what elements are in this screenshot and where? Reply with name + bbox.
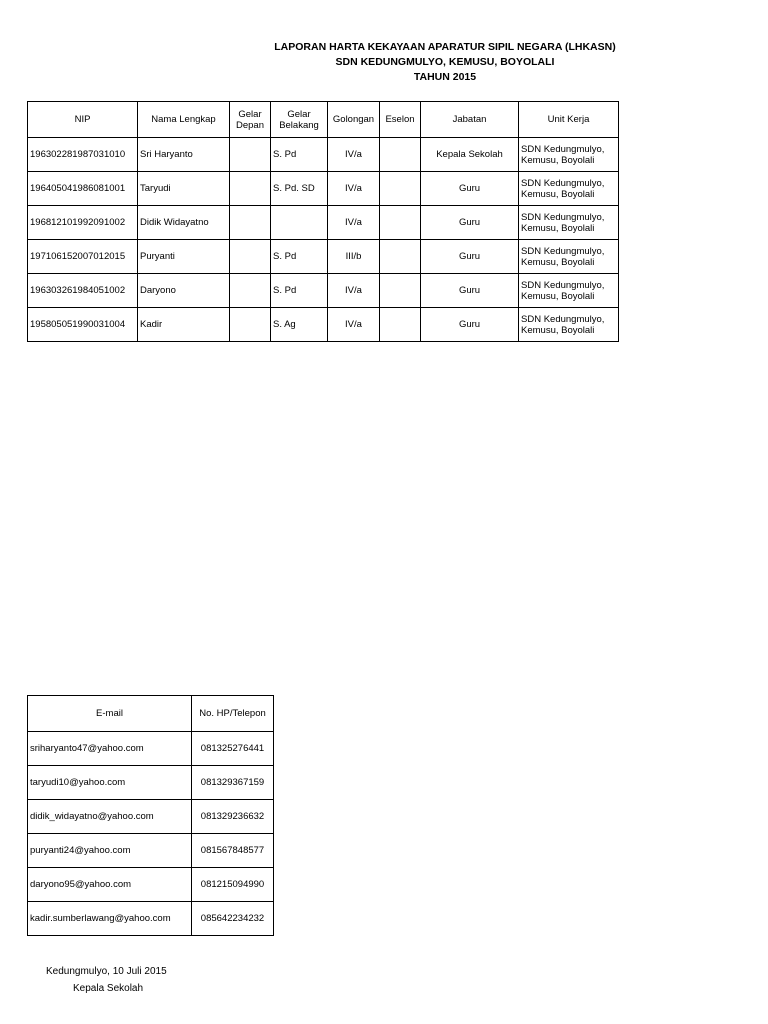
cell-unit-kerja: SDN Kedungmulyo, Kemusu, Boyolali bbox=[519, 308, 619, 342]
cell-phone: 081325276441 bbox=[192, 732, 274, 766]
cell-nama: Taryudi bbox=[138, 172, 230, 206]
cell-gelar-belakang: S. Pd bbox=[271, 240, 328, 274]
cell-gelar-belakang: S. Pd bbox=[271, 138, 328, 172]
cell-nama: Daryono bbox=[138, 274, 230, 308]
table-header-row bbox=[28, 102, 619, 138]
header-nama-lengkap: Nama Lengkap bbox=[138, 102, 230, 138]
cell-gelar-belakang bbox=[271, 206, 328, 240]
table-row bbox=[28, 206, 619, 240]
cell-jabatan: Guru bbox=[421, 308, 519, 342]
cell-phone: 081567848577 bbox=[192, 834, 274, 868]
cell-golongan: III/b bbox=[328, 240, 380, 274]
cell-golongan: IV/a bbox=[328, 274, 380, 308]
cell-eselon bbox=[380, 172, 421, 206]
cell-gelar-belakang: S. Ag bbox=[271, 308, 328, 342]
cell-nama: Puryanti bbox=[138, 240, 230, 274]
header-unit-kerja: Unit Kerja bbox=[519, 102, 619, 138]
cell-nip: 195805051990031004 bbox=[28, 308, 138, 342]
cell-gelar-belakang: S. Pd bbox=[271, 274, 328, 308]
cell-unit-kerja: SDN Kedungmulyo, Kemusu, Boyolali bbox=[519, 172, 619, 206]
cell-nip: 196812101992091002 bbox=[28, 206, 138, 240]
table-row bbox=[28, 240, 619, 274]
cell-nip: 197106152007012015 bbox=[28, 240, 138, 274]
cell-gelar-depan bbox=[230, 206, 271, 240]
cell-nama: Sri Haryanto bbox=[138, 138, 230, 172]
header-jabatan: Jabatan bbox=[421, 102, 519, 138]
contact-row bbox=[28, 902, 274, 936]
cell-jabatan: Kepala Sekolah bbox=[421, 138, 519, 172]
cell-unit-kerja: SDN Kedungmulyo, Kemusu, Boyolali bbox=[519, 240, 619, 274]
contact-row bbox=[28, 800, 274, 834]
cell-golongan: IV/a bbox=[328, 138, 380, 172]
cell-nama: Kadir bbox=[138, 308, 230, 342]
header-nip: NIP bbox=[28, 102, 138, 138]
signature-place-date: Kedungmulyo, 10 Juli 2015 bbox=[46, 966, 167, 977]
contact-row bbox=[28, 868, 274, 902]
cell-nip: 196302281987031010 bbox=[28, 138, 138, 172]
cell-jabatan: Guru bbox=[421, 172, 519, 206]
cell-gelar-depan bbox=[230, 138, 271, 172]
table-row bbox=[28, 274, 619, 308]
cell-unit-kerja: SDN Kedungmulyo, Kemusu, Boyolali bbox=[519, 206, 619, 240]
contact-row bbox=[28, 766, 274, 800]
cell-eselon bbox=[380, 240, 421, 274]
table-row bbox=[28, 308, 619, 342]
contact-header-row bbox=[28, 696, 274, 732]
header-gelar-depan: Gelar Depan bbox=[230, 102, 271, 138]
cell-phone: 085642234232 bbox=[192, 902, 274, 936]
cell-gelar-belakang: S. Pd. SD bbox=[271, 172, 328, 206]
cell-eselon bbox=[380, 308, 421, 342]
contact-row bbox=[28, 732, 274, 766]
cell-eselon bbox=[380, 274, 421, 308]
contact-table bbox=[27, 695, 274, 936]
cell-email: didik_widayatno@yahoo.com bbox=[28, 800, 192, 834]
signature-role: Kepala Sekolah bbox=[73, 983, 144, 994]
cell-gelar-depan bbox=[230, 274, 271, 308]
cell-unit-kerja: SDN Kedungmulyo, Kemusu, Boyolali bbox=[519, 274, 619, 308]
cell-unit-kerja: SDN Kedungmulyo, Kemusu, Boyolali bbox=[519, 138, 619, 172]
header-email: E-mail bbox=[28, 696, 192, 732]
cell-gelar-depan bbox=[230, 240, 271, 274]
cell-golongan: IV/a bbox=[328, 206, 380, 240]
cell-email: sriharyanto47@yahoo.com bbox=[28, 732, 192, 766]
cell-email: daryono95@yahoo.com bbox=[28, 868, 192, 902]
contact-row bbox=[28, 834, 274, 868]
table-row bbox=[28, 172, 619, 206]
cell-jabatan: Guru bbox=[421, 240, 519, 274]
cell-nip: 196405041986081001 bbox=[28, 172, 138, 206]
report-year: TAHUN 2015 bbox=[413, 71, 477, 83]
cell-gelar-depan bbox=[230, 172, 271, 206]
cell-jabatan: Guru bbox=[421, 274, 519, 308]
cell-email: kadir.sumberlawang@yahoo.com bbox=[28, 902, 192, 936]
cell-nama: Didik Widayatno bbox=[138, 206, 230, 240]
cell-jabatan: Guru bbox=[421, 206, 519, 240]
asn-table bbox=[27, 101, 619, 342]
report-title: LAPORAN HARTA KEKAYAAN APARATUR SIPIL NEGARA (LHKASN) bbox=[274, 41, 616, 53]
cell-phone: 081329367159 bbox=[192, 766, 274, 800]
cell-eselon bbox=[380, 138, 421, 172]
header-phone: No. HP/Telepon bbox=[192, 696, 274, 732]
cell-nip: 196303261984051002 bbox=[28, 274, 138, 308]
cell-email: taryudi10@yahoo.com bbox=[28, 766, 192, 800]
cell-golongan: IV/a bbox=[328, 172, 380, 206]
header-golongan: Golongan bbox=[328, 102, 380, 138]
school-name: SDN KEDUNGMULYO, KEMUSU, BOYOLALI bbox=[335, 56, 555, 68]
header-gelar-belakang: Gelar Belakang bbox=[271, 102, 328, 138]
table-row bbox=[28, 138, 619, 172]
header-eselon: Eselon bbox=[380, 102, 421, 138]
cell-golongan: IV/a bbox=[328, 308, 380, 342]
cell-phone: 081329236632 bbox=[192, 800, 274, 834]
cell-email: puryanti24@yahoo.com bbox=[28, 834, 192, 868]
cell-eselon bbox=[380, 206, 421, 240]
cell-gelar-depan bbox=[230, 308, 271, 342]
cell-phone: 081215094990 bbox=[192, 868, 274, 902]
